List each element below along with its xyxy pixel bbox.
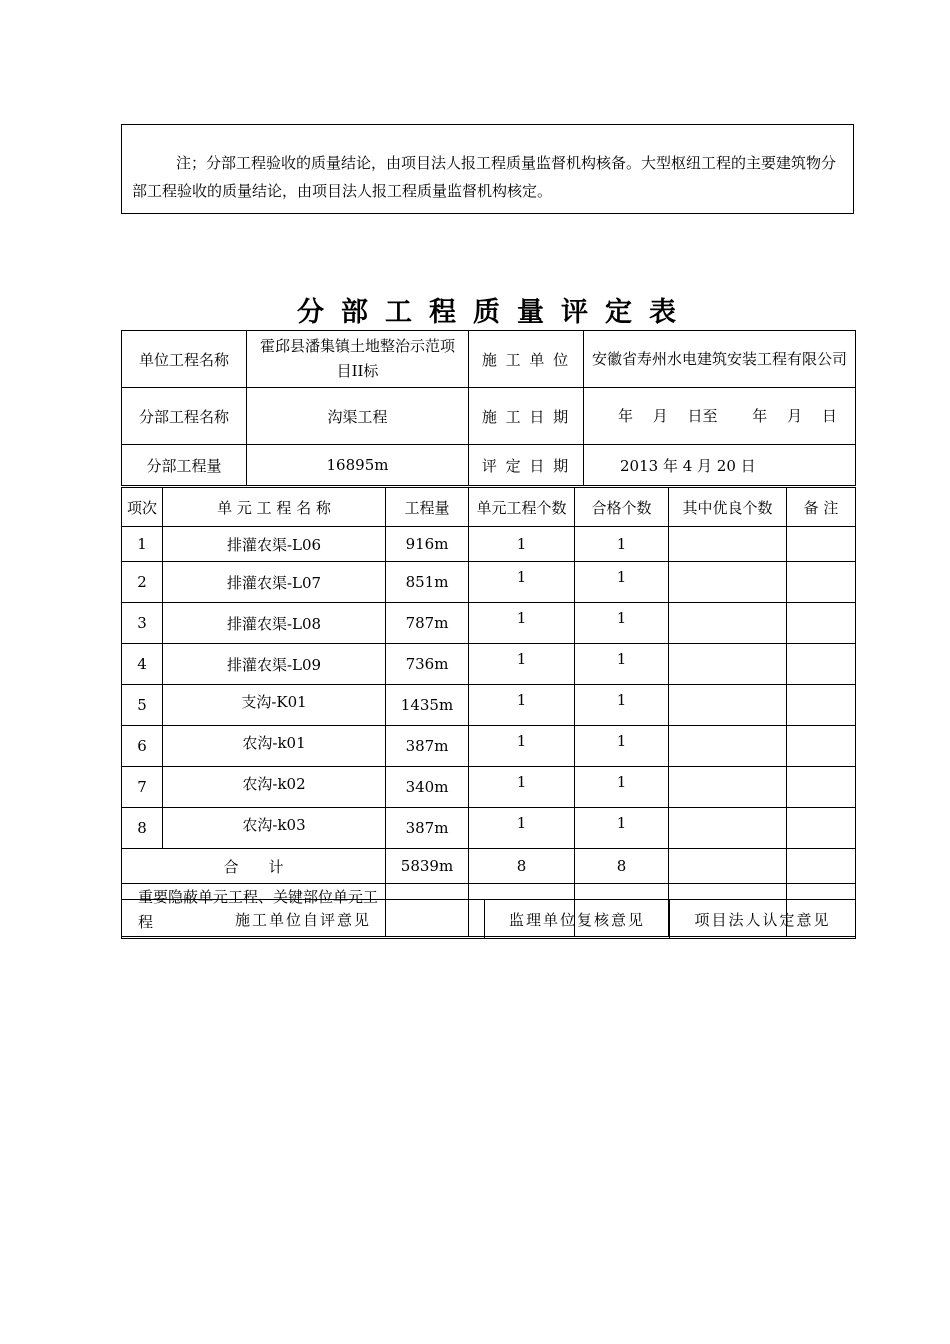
row-name: 排灌农渠-L08 xyxy=(163,603,386,644)
row-name: 支沟-K01 xyxy=(163,685,386,726)
row-excellent xyxy=(669,726,787,767)
row-remark xyxy=(787,726,856,767)
row-no: 6 xyxy=(122,726,163,767)
owner-opinion-label: 项目法人认定意见 xyxy=(670,900,856,939)
total-row xyxy=(122,849,856,884)
row-name: 排灌农渠-L09 xyxy=(163,644,386,685)
col-header: 项次 xyxy=(122,488,163,527)
unit-project-label: 单位工程名称 xyxy=(122,331,247,388)
row-excellent xyxy=(669,808,787,849)
col-header: 工程量 xyxy=(386,488,469,527)
total-qty: 5839m xyxy=(386,849,469,884)
row-remark xyxy=(787,562,856,603)
row-qty: 736m xyxy=(386,644,469,685)
header-table xyxy=(121,330,856,486)
table-row xyxy=(122,685,856,726)
total-excellent xyxy=(669,849,787,884)
row-excellent xyxy=(669,767,787,808)
opinions-row xyxy=(122,900,856,939)
row-passed: 1 xyxy=(575,685,669,726)
contractor-opinion-label: 施工单位自评意见 xyxy=(122,900,485,939)
sub-project-label: 分部工程名称 xyxy=(122,388,247,445)
row-passed: 1 xyxy=(575,527,669,562)
total-units: 8 xyxy=(469,849,575,884)
total-passed: 8 xyxy=(575,849,669,884)
row-passed: 1 xyxy=(575,644,669,685)
row-units: 1 xyxy=(469,644,575,685)
row-remark xyxy=(787,685,856,726)
table-row xyxy=(122,726,856,767)
row-passed: 1 xyxy=(575,603,669,644)
row-passed: 1 xyxy=(575,562,669,603)
header-row-sub xyxy=(122,388,856,445)
row-no: 1 xyxy=(122,527,163,562)
header-row-quantity xyxy=(122,445,856,486)
row-units: 1 xyxy=(469,527,575,562)
row-units: 1 xyxy=(469,726,575,767)
total-remark xyxy=(787,849,856,884)
note-box xyxy=(121,124,854,214)
col-header: 备 注 xyxy=(787,488,856,527)
column-header-row xyxy=(122,488,856,527)
sub-project-value: 沟渠工程 xyxy=(247,388,469,445)
units-table xyxy=(121,487,856,937)
table-row xyxy=(122,603,856,644)
table-row xyxy=(122,527,856,562)
row-qty: 1435m xyxy=(386,685,469,726)
unit-project-value: 霍邱县潘集镇土地整治示范项目II标 xyxy=(247,331,469,388)
row-excellent xyxy=(669,562,787,603)
row-excellent xyxy=(669,644,787,685)
contractor-value: 安徽省寿州水电建筑安装工程有限公司 xyxy=(584,331,856,388)
col-header: 其中优良个数 xyxy=(669,488,787,527)
row-remark xyxy=(787,527,856,562)
quantity-value: 16895m xyxy=(247,445,469,486)
row-qty: 851m xyxy=(386,562,469,603)
row-no: 5 xyxy=(122,685,163,726)
row-units: 1 xyxy=(469,603,575,644)
row-remark xyxy=(787,603,856,644)
row-units: 1 xyxy=(469,685,575,726)
row-remark xyxy=(787,808,856,849)
opinions-table xyxy=(121,899,856,939)
row-qty: 916m xyxy=(386,527,469,562)
row-name: 农沟-k03 xyxy=(163,808,386,849)
row-units: 1 xyxy=(469,562,575,603)
construction-date-value: 年 月 日至 年 月 日 xyxy=(584,388,856,445)
row-units: 1 xyxy=(469,808,575,849)
row-remark xyxy=(787,767,856,808)
row-name: 农沟-k02 xyxy=(163,767,386,808)
row-remark xyxy=(787,644,856,685)
row-passed: 1 xyxy=(575,767,669,808)
row-passed: 1 xyxy=(575,808,669,849)
quantity-label: 分部工程量 xyxy=(122,445,247,486)
page-title: 分部工程质量评定表 xyxy=(297,297,693,328)
row-name: 排灌农渠-L07 xyxy=(163,562,386,603)
eval-date-value: 2013 年 4 月 20 日 xyxy=(584,445,856,486)
row-excellent xyxy=(669,603,787,644)
table-row xyxy=(122,644,856,685)
row-qty: 340m xyxy=(386,767,469,808)
header-row-unit xyxy=(122,331,856,388)
row-no: 4 xyxy=(122,644,163,685)
col-header: 合格个数 xyxy=(575,488,669,527)
row-no: 2 xyxy=(122,562,163,603)
contractor-label: 施 工 单 位 xyxy=(469,331,584,388)
total-label: 合 计 xyxy=(122,849,386,884)
note-text: 注；分部工程验收的质量结论，由项目法人报工程质量监督机构核备。大型枢纽工程的主要建筑物分部工程验收的质量结论，由项目法人报工程质量监督机构核定。 xyxy=(132,154,837,200)
table-row xyxy=(122,562,856,603)
row-qty: 387m xyxy=(386,726,469,767)
row-name: 排灌农渠-L06 xyxy=(163,527,386,562)
col-header: 单 元 工 程 名 称 xyxy=(163,488,386,527)
construction-date-label: 施 工 日 期 xyxy=(469,388,584,445)
row-excellent xyxy=(669,527,787,562)
row-no: 3 xyxy=(122,603,163,644)
row-name: 农沟-k01 xyxy=(163,726,386,767)
eval-date-label: 评 定 日 期 xyxy=(469,445,584,486)
supervisor-opinion-label: 监理单位复核意见 xyxy=(485,900,670,939)
hidden-units-label: 重要隐蔽单元工程、关键部位单元工程 xyxy=(122,884,386,937)
row-no: 7 xyxy=(122,767,163,808)
row-qty: 787m xyxy=(386,603,469,644)
row-passed: 1 xyxy=(575,726,669,767)
row-units: 1 xyxy=(469,767,575,808)
table-row xyxy=(122,808,856,849)
row-qty: 387m xyxy=(386,808,469,849)
row-excellent xyxy=(669,685,787,726)
col-header: 单元工程个数 xyxy=(469,488,575,527)
row-no: 8 xyxy=(122,808,163,849)
table-row xyxy=(122,767,856,808)
